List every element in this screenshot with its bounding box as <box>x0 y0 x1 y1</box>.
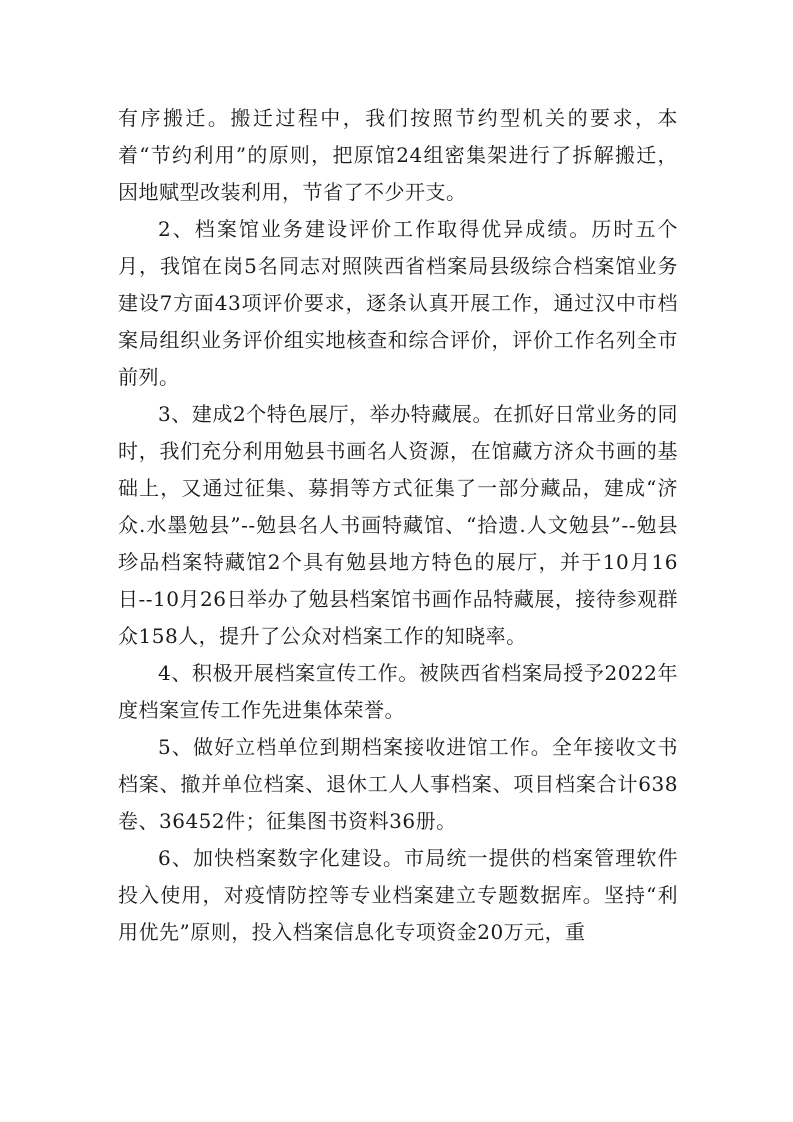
paragraph-item-4-publicity: 4、积极开展档案宣传工作。被陕西省档案局授予2022年度档案宣传工作先进集体荣誉。 <box>118 661 678 722</box>
paragraph-item-3-exhibition-halls: 3、建成2个特色展厅，举办特藏展。在抓好日常业务的同时，我们充分利用勉县书画名人资源，在馆藏方济众书画的基础上，又通过征集、募捐等方式征集了一部分藏品，建成“济众.水墨勉县”--勉县名人书画特藏馆、“拾遗.人文勉县”--勉县珍品档案特藏馆2个具有勉县地方特色的展厅，并于10月16日--10月26日举办了勉县档案馆书画作品特藏展，接待参观群众158人，提升了公众对档案工作的知晓率。 <box>118 402 678 648</box>
document-body <box>118 100 678 951</box>
paragraph-item-5-archive-intake: 5、做好立档单位到期档案接收进馆工作。全年接收文书档案、撤并单位档案、退休工人人事档案、项目档案合计638卷、36452件；征集图书资料36册。 <box>118 735 678 833</box>
paragraph-item-2-evaluation: 2、档案馆业务建设评价工作取得优异成绩。历时五个月，我馆在岗5名同志对照陕西省档案局县级综合档案馆业务建设7方面43项评价要求，逐条认真开展工作，通过汉中市档案局组织业务评价组实地核查和综合评价，评价工作名列全市前列。 <box>118 217 678 389</box>
paragraph-item-6-digitization: 6、加快档案数字化建设。市局统一提供的档案管理软件投入使用，对疫情防控等专业档案建立专题数据库。坚持“利用优先”原则，投入档案信息化专项资金20万元，重 <box>118 846 678 944</box>
paragraph-relocation-continued: 有序搬迁。搬迁过程中，我们按照节约型机关的要求，本着“节约利用”的原则，把原馆24组密集架进行了拆解搬迁，因地赋型改装利用，节省了不少开支。 <box>118 106 678 204</box>
